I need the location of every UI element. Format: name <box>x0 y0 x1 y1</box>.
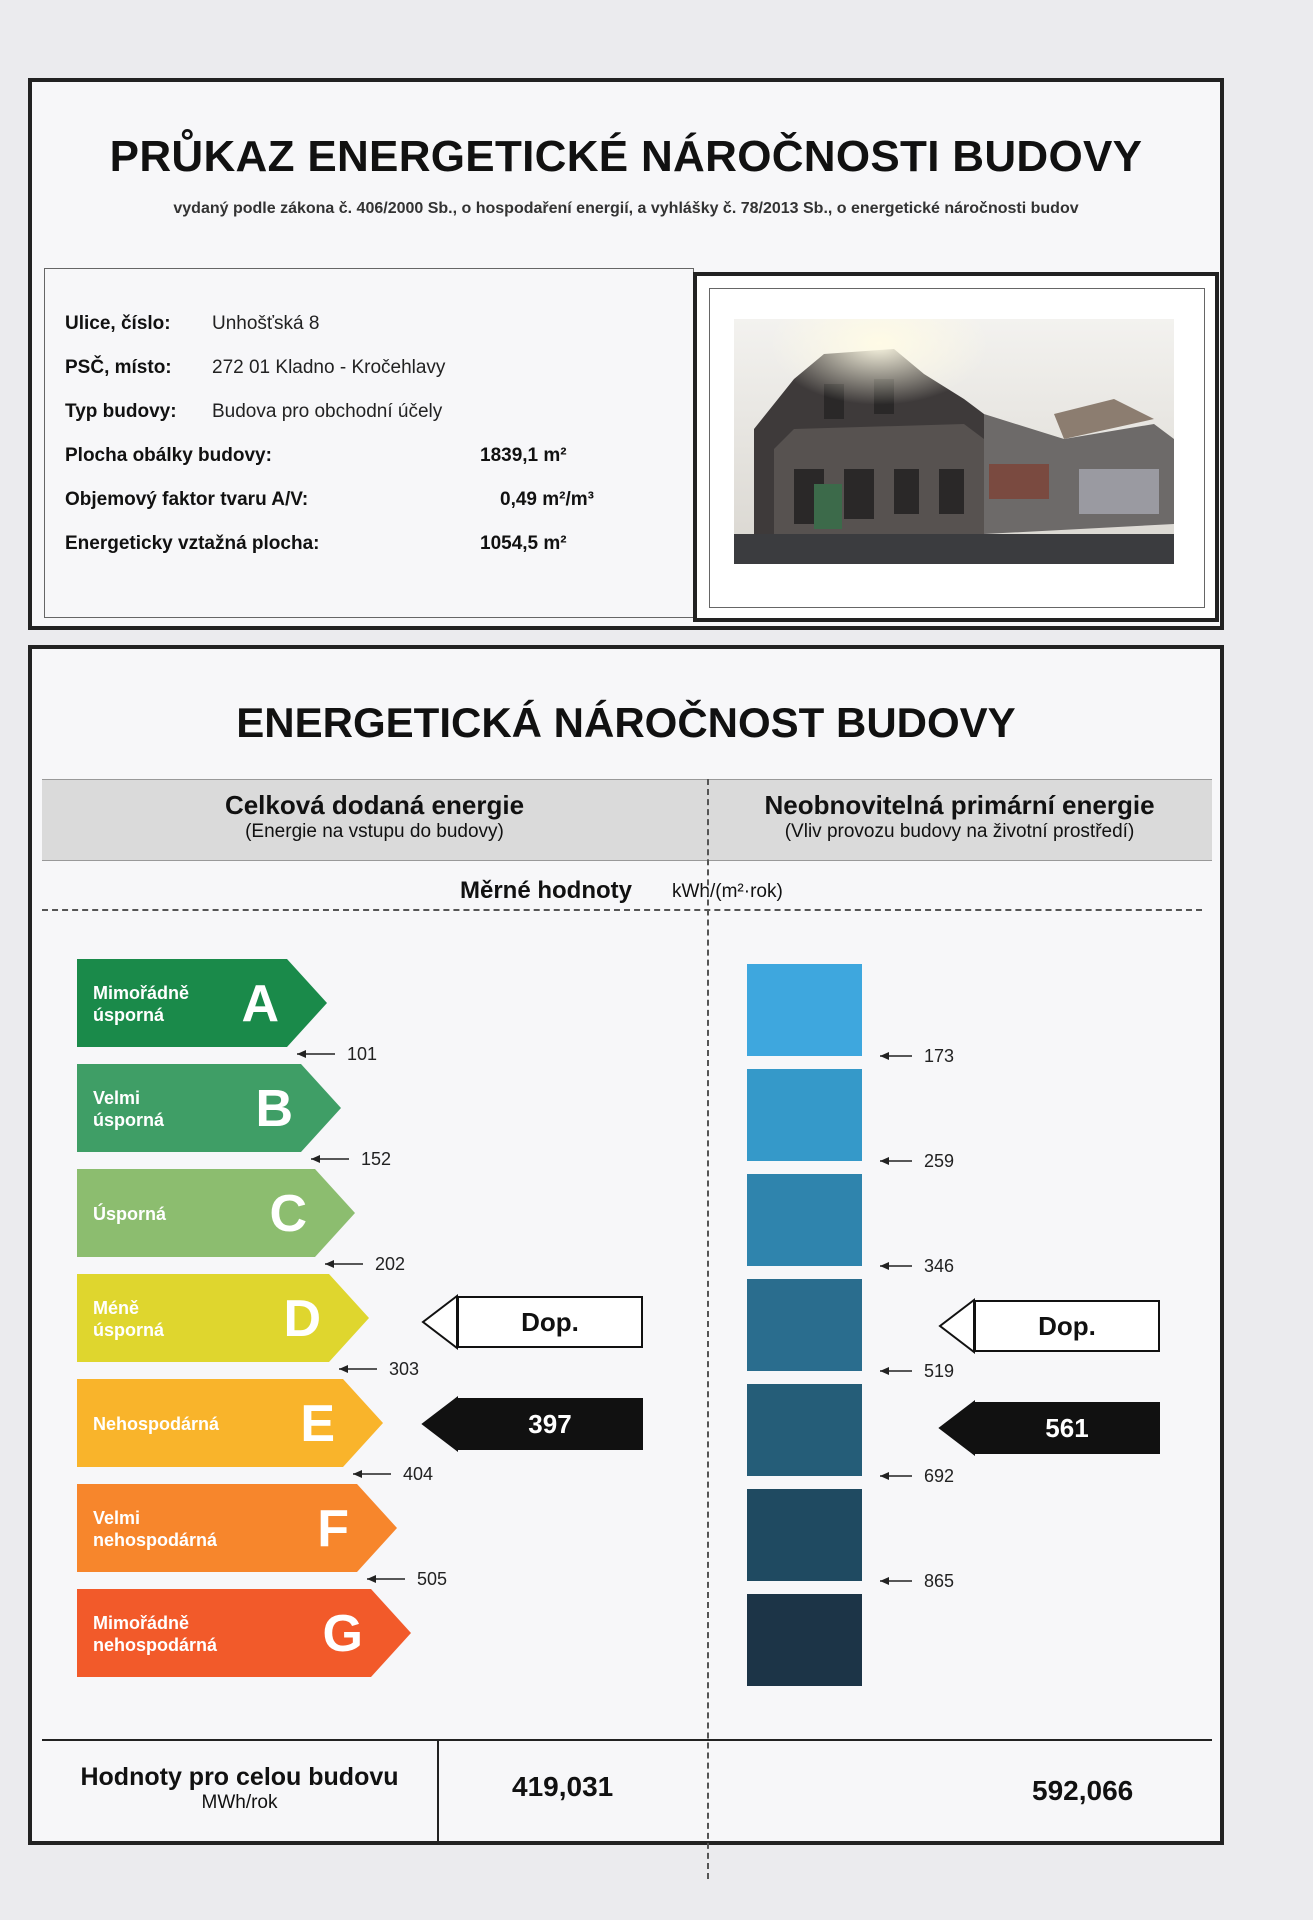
certificate-header <box>28 78 1224 630</box>
class-letter-d: D <box>283 1290 321 1348</box>
building-type-value: Budova pro obchodní účely <box>212 401 443 422</box>
envelope-label: Plocha obálky budovy: <box>65 445 272 466</box>
svg-text:259: 259 <box>924 1151 955 1171</box>
svg-text:404: 404 <box>403 1464 434 1484</box>
primary-band-7 <box>747 1594 862 1686</box>
primary-band-1 <box>747 964 862 1056</box>
svg-text:692: 692 <box>924 1466 955 1486</box>
street-label: Ulice, číslo: <box>65 313 171 334</box>
unit-label: Měrné hodnoty <box>460 877 632 904</box>
unit-value: kWh/(m²·rok) <box>672 881 783 902</box>
primary-band-3 <box>747 1174 862 1266</box>
rating-title: ENERGETICKÁ NÁROČNOST BUDOVY <box>236 699 1016 746</box>
left-subheading: (Energie na vstupu do budovy) <box>245 821 504 842</box>
class-name-f: nehospodárná <box>93 1530 218 1550</box>
tag-pointer <box>940 1402 974 1454</box>
totals-label: Hodnoty pro celou budovu MWh/rok <box>80 1763 399 1813</box>
svg-text:519: 519 <box>924 1361 955 1381</box>
right-threshold <box>880 1361 954 1381</box>
right-threshold <box>880 1466 954 1486</box>
right-reference-tag: Dop. <box>974 1300 1160 1352</box>
class-name-c: Úsporná <box>93 1204 167 1224</box>
energy-rating-section <box>28 645 1224 1845</box>
svg-text:865: 865 <box>924 1571 955 1591</box>
right-threshold <box>880 1046 954 1066</box>
class-letter-b: B <box>255 1080 293 1138</box>
class-name-b: Velmi <box>93 1088 141 1108</box>
class-name-d: úsporná <box>93 1320 165 1340</box>
building-type-label: Typ budovy: <box>65 401 177 422</box>
totals-row <box>42 1739 1212 1841</box>
reference-area-value: 1054,5 m² <box>480 533 567 554</box>
right-threshold <box>880 1571 954 1591</box>
class-name-e: Nehospodárná <box>93 1414 220 1434</box>
certificate-subtitle: vydaný podle zákona č. 406/2000 Sb., o hospodaření energií, a vyhlášky č. 78/2013 Sb., o energetické náročnosti budov <box>173 200 1079 217</box>
reference-area-label: Energeticky vztažná plocha: <box>65 533 320 554</box>
building-photo <box>734 319 1174 564</box>
building-info-panel <box>44 268 694 618</box>
shape-factor-value: 0,49 m²/m³ <box>500 489 594 510</box>
right-heading: Neobnovitelná primární energie <box>764 790 1155 820</box>
class-name-b: úsporná <box>93 1110 165 1130</box>
class-name-f: Velmi <box>93 1508 141 1528</box>
class-name-g: nehospodárná <box>93 1635 218 1655</box>
envelope-value: 1839,1 m² <box>480 445 567 466</box>
building-photo-frame <box>693 272 1219 622</box>
svg-text:346: 346 <box>924 1256 955 1276</box>
primary-band-6 <box>747 1489 862 1581</box>
primary-band-5 <box>747 1384 862 1476</box>
left-reference-tag: Dop. <box>457 1296 643 1348</box>
svg-text:202: 202 <box>375 1254 406 1274</box>
psc-value: 272 01 Kladno - Kročehlavy <box>212 357 446 378</box>
psc-label: PSČ, místo: <box>65 357 172 378</box>
right-threshold <box>880 1256 954 1276</box>
shape-factor-label: Objemový faktor tvaru A/V: <box>65 489 309 510</box>
primary-band-2 <box>747 1069 862 1161</box>
class-name-a: úsporná <box>93 1005 165 1025</box>
class-letter-f: F <box>317 1500 349 1558</box>
total-primary-energy: 592,066 <box>1032 1775 1134 1806</box>
street-value: Unhošťská 8 <box>212 313 320 334</box>
class-letter-g: G <box>322 1605 363 1663</box>
class-letter-e: E <box>300 1395 335 1453</box>
svg-text:303: 303 <box>389 1359 420 1379</box>
right-threshold <box>880 1151 954 1171</box>
right-subheading: (Vliv provozu budovy na životní prostředí) <box>784 821 1135 842</box>
certificate-title: PRŮKAZ ENERGETICKÉ NÁROČNOSTI BUDOVY <box>109 132 1143 181</box>
class-letter-a: A <box>241 975 279 1033</box>
class-name-d: Méně <box>93 1298 140 1318</box>
svg-text:173: 173 <box>924 1046 955 1066</box>
right-value-tag: 561 <box>974 1402 1160 1454</box>
svg-text:505: 505 <box>417 1569 448 1589</box>
total-delivered-energy: 419,031 <box>512 1771 614 1802</box>
class-name-g: Mimořádně <box>93 1613 190 1633</box>
primary-energy-scale <box>32 649 1222 1739</box>
left-value-tag: 397 <box>457 1398 643 1450</box>
left-heading: Celková dodaná energie <box>224 790 525 820</box>
svg-text:152: 152 <box>361 1149 392 1169</box>
class-name-a: Mimořádně <box>93 983 190 1003</box>
class-letter-c: C <box>269 1185 307 1243</box>
tag-pointer <box>940 1300 974 1352</box>
svg-text:101: 101 <box>347 1044 378 1064</box>
primary-band-4 <box>747 1279 862 1371</box>
